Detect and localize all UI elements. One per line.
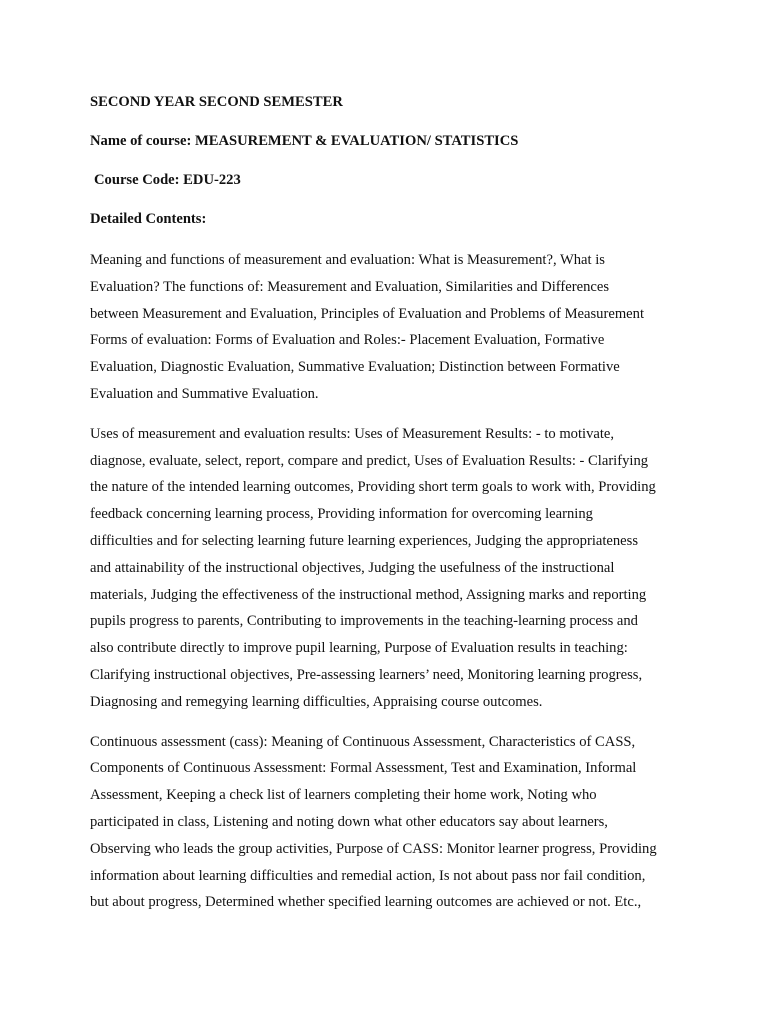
paragraph-continuous-assessment — [90, 729, 680, 917]
paragraph-line: pupils progress to parents, Contributing to improvements in the teaching-learning process and — [90, 613, 638, 630]
paragraph-line: Evaluation? The functions of: Measurement and Evaluation, Similarities and Differences — [90, 278, 610, 295]
paragraph-line: feedback concerning learning process, Providing information for overcoming learning — [90, 506, 593, 523]
paragraph-line: Meaning and functions of measurement and evaluation: What is Measurement?, What is — [90, 252, 605, 268]
course-code-heading: Course Code: EDU-223 — [94, 172, 241, 188]
paragraph-line: Uses of measurement and evaluation results: Uses of Measurement Results: - to motivate, — [90, 425, 615, 442]
paragraph-line: Components of Continuous Assessment: Formal Assessment, Test and Examination, Informal — [90, 760, 637, 777]
paragraph-line: Assessment, Keeping a check list of learners completing their home work, Noting who — [90, 787, 597, 804]
paragraph-line: participated in class, Listening and noting down what other educators say about learners, — [90, 813, 608, 830]
paragraph-line: Diagnosing and remegying learning difficulties, Appraising course outcomes. — [90, 693, 543, 710]
detailed-contents-heading: Detailed Contents: — [90, 211, 207, 227]
paragraph-line: Observing who leads the group activities, Purpose of CASS: Monitor learner progress, Providing — [90, 840, 657, 857]
paragraph-line: Clarifying instructional objectives, Pre-assessing learners’ need, Monitoring learning progress, — [90, 666, 643, 683]
paragraph-line: Continuous assessment (cass): Meaning of Continuous Assessment, Characteristics of CASS, — [90, 733, 636, 750]
paragraph-line: information about learning difficulties and remedial action, Is not about pass nor fail condition, — [90, 867, 646, 884]
paragraph-line: materials, Judging the effectiveness of the instructional method, Assigning marks and reporting — [90, 586, 647, 603]
document-content — [90, 92, 680, 929]
paragraph-measurement-evaluation — [90, 247, 680, 408]
course-name-heading: Name of course: MEASUREMENT & EVALUATION/ STATISTICS — [90, 133, 519, 149]
paragraph-line: the nature of the intended learning outcomes, Providing short term goals to work with, Providing — [90, 479, 656, 496]
paragraph-line: difficulties and for selecting learning future learning experiences, Judging the appropriateness — [90, 532, 639, 549]
semester-heading: SECOND YEAR SECOND SEMESTER — [90, 94, 343, 110]
paragraph-line: also contribute directly to improve pupil learning, Purpose of Evaluation results in teaching: — [90, 640, 628, 657]
paragraph-line: Evaluation and Summative Evaluation. — [90, 385, 319, 402]
paragraph-line: between Measurement and Evaluation, Principles of Evaluation and Problems of Measurement — [90, 305, 644, 322]
paragraph-line: diagnose, evaluate, select, report, compare and predict, Uses of Evaluation Results: - Clarifying — [90, 452, 649, 469]
paragraph-uses-of-results — [90, 421, 680, 716]
paragraph-line: but about progress, Determined whether specified learning outcomes are achieved or not. Etc., — [90, 894, 642, 911]
paragraph-line: Forms of evaluation: Forms of Evaluation and Roles:- Placement Evaluation, Formative — [90, 332, 605, 349]
paragraph-line: and attainability of the instructional objectives, Judging the usefulness of the instructional — [90, 559, 615, 576]
paragraph-line: Evaluation, Diagnostic Evaluation, Summative Evaluation; Distinction between Formative — [90, 359, 620, 376]
